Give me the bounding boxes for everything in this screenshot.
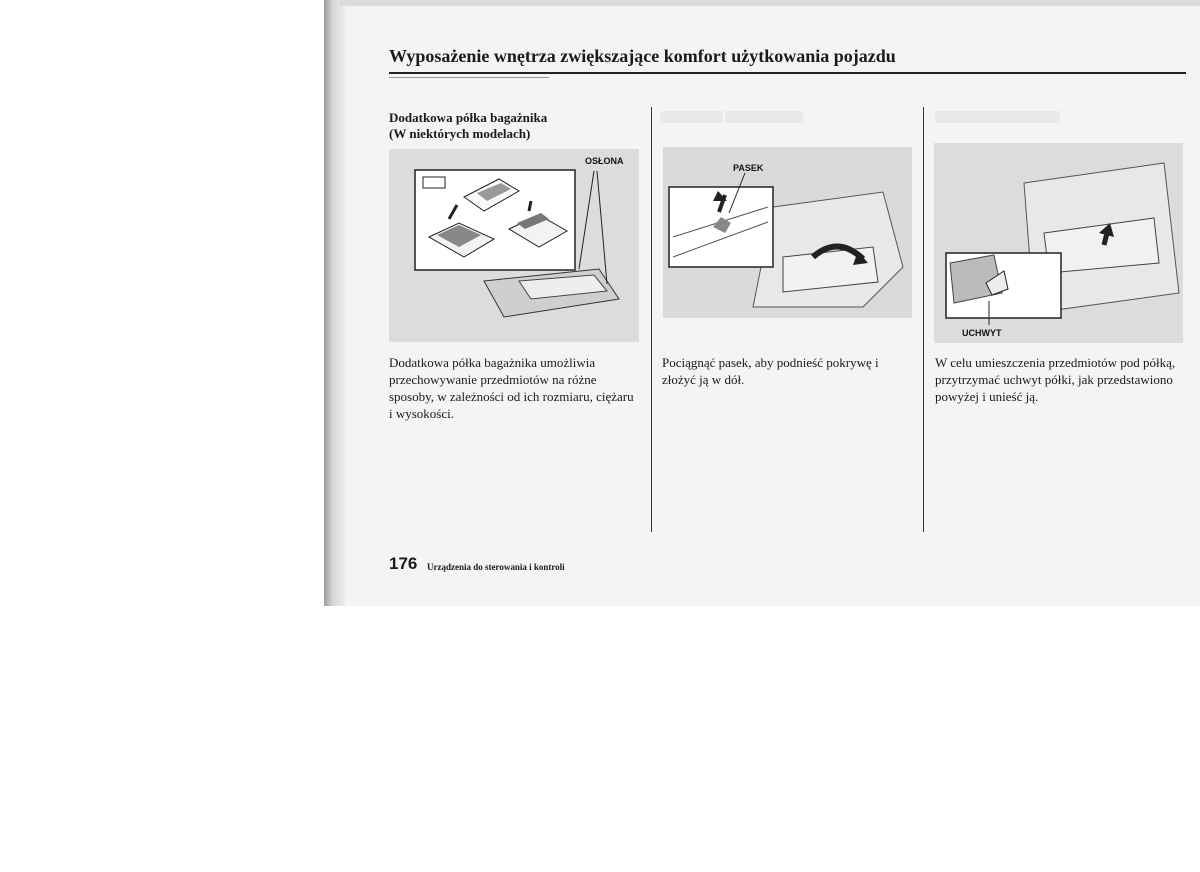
section-heading — [389, 110, 547, 142]
heading-line: Dodatkowa półka bagażnika — [389, 110, 548, 125]
figure-strap — [663, 147, 912, 318]
heading-line: (W niektórych modelach) — [389, 126, 531, 141]
body-text: Dodatkowa półka bagażnika umożliwia przechowywanie przedmiotów na różne sposoby, w zależności od ich rozmiaru, ciężaru i wysokości. — [389, 355, 634, 421]
column-divider — [923, 107, 924, 532]
page-number: 176 — [389, 554, 418, 573]
page-top-edge — [340, 0, 1200, 6]
figure-cover — [389, 149, 639, 342]
column-divider — [651, 107, 652, 532]
figure-label: UCHWYT — [962, 328, 1002, 338]
bleed-through: ▒▒▒▒▒▒▒▒▒▒▒▒▒▒▒▒ — [935, 111, 1060, 123]
figure-label: OSŁONA — [585, 156, 624, 166]
page-title: Wyposażenie wnętrza zwiększające komfort użytkowania pojazdu — [389, 46, 896, 66]
title-subrule — [389, 77, 549, 78]
body-text: Pociągnąć pasek, aby podnieść pokrywę i złożyć ją w dół. — [662, 355, 879, 387]
body-text: W celu umieszczenia przedmiotów pod półką, przytrzymać uchwyt półki, jak przedstawiono powyżej i unieść ją. — [935, 355, 1176, 404]
figure-handle — [934, 143, 1183, 343]
figure-label: PASEK — [733, 163, 764, 173]
title-rule — [389, 72, 1186, 74]
bleed-through: ▒▒▒▒▒▒▒▒ ▒▒▒▒▒▒▒▒▒▒ — [660, 111, 804, 123]
page-binding — [324, 0, 346, 606]
page-footer: Urządzenia do sterowania i kontroli — [427, 562, 565, 572]
